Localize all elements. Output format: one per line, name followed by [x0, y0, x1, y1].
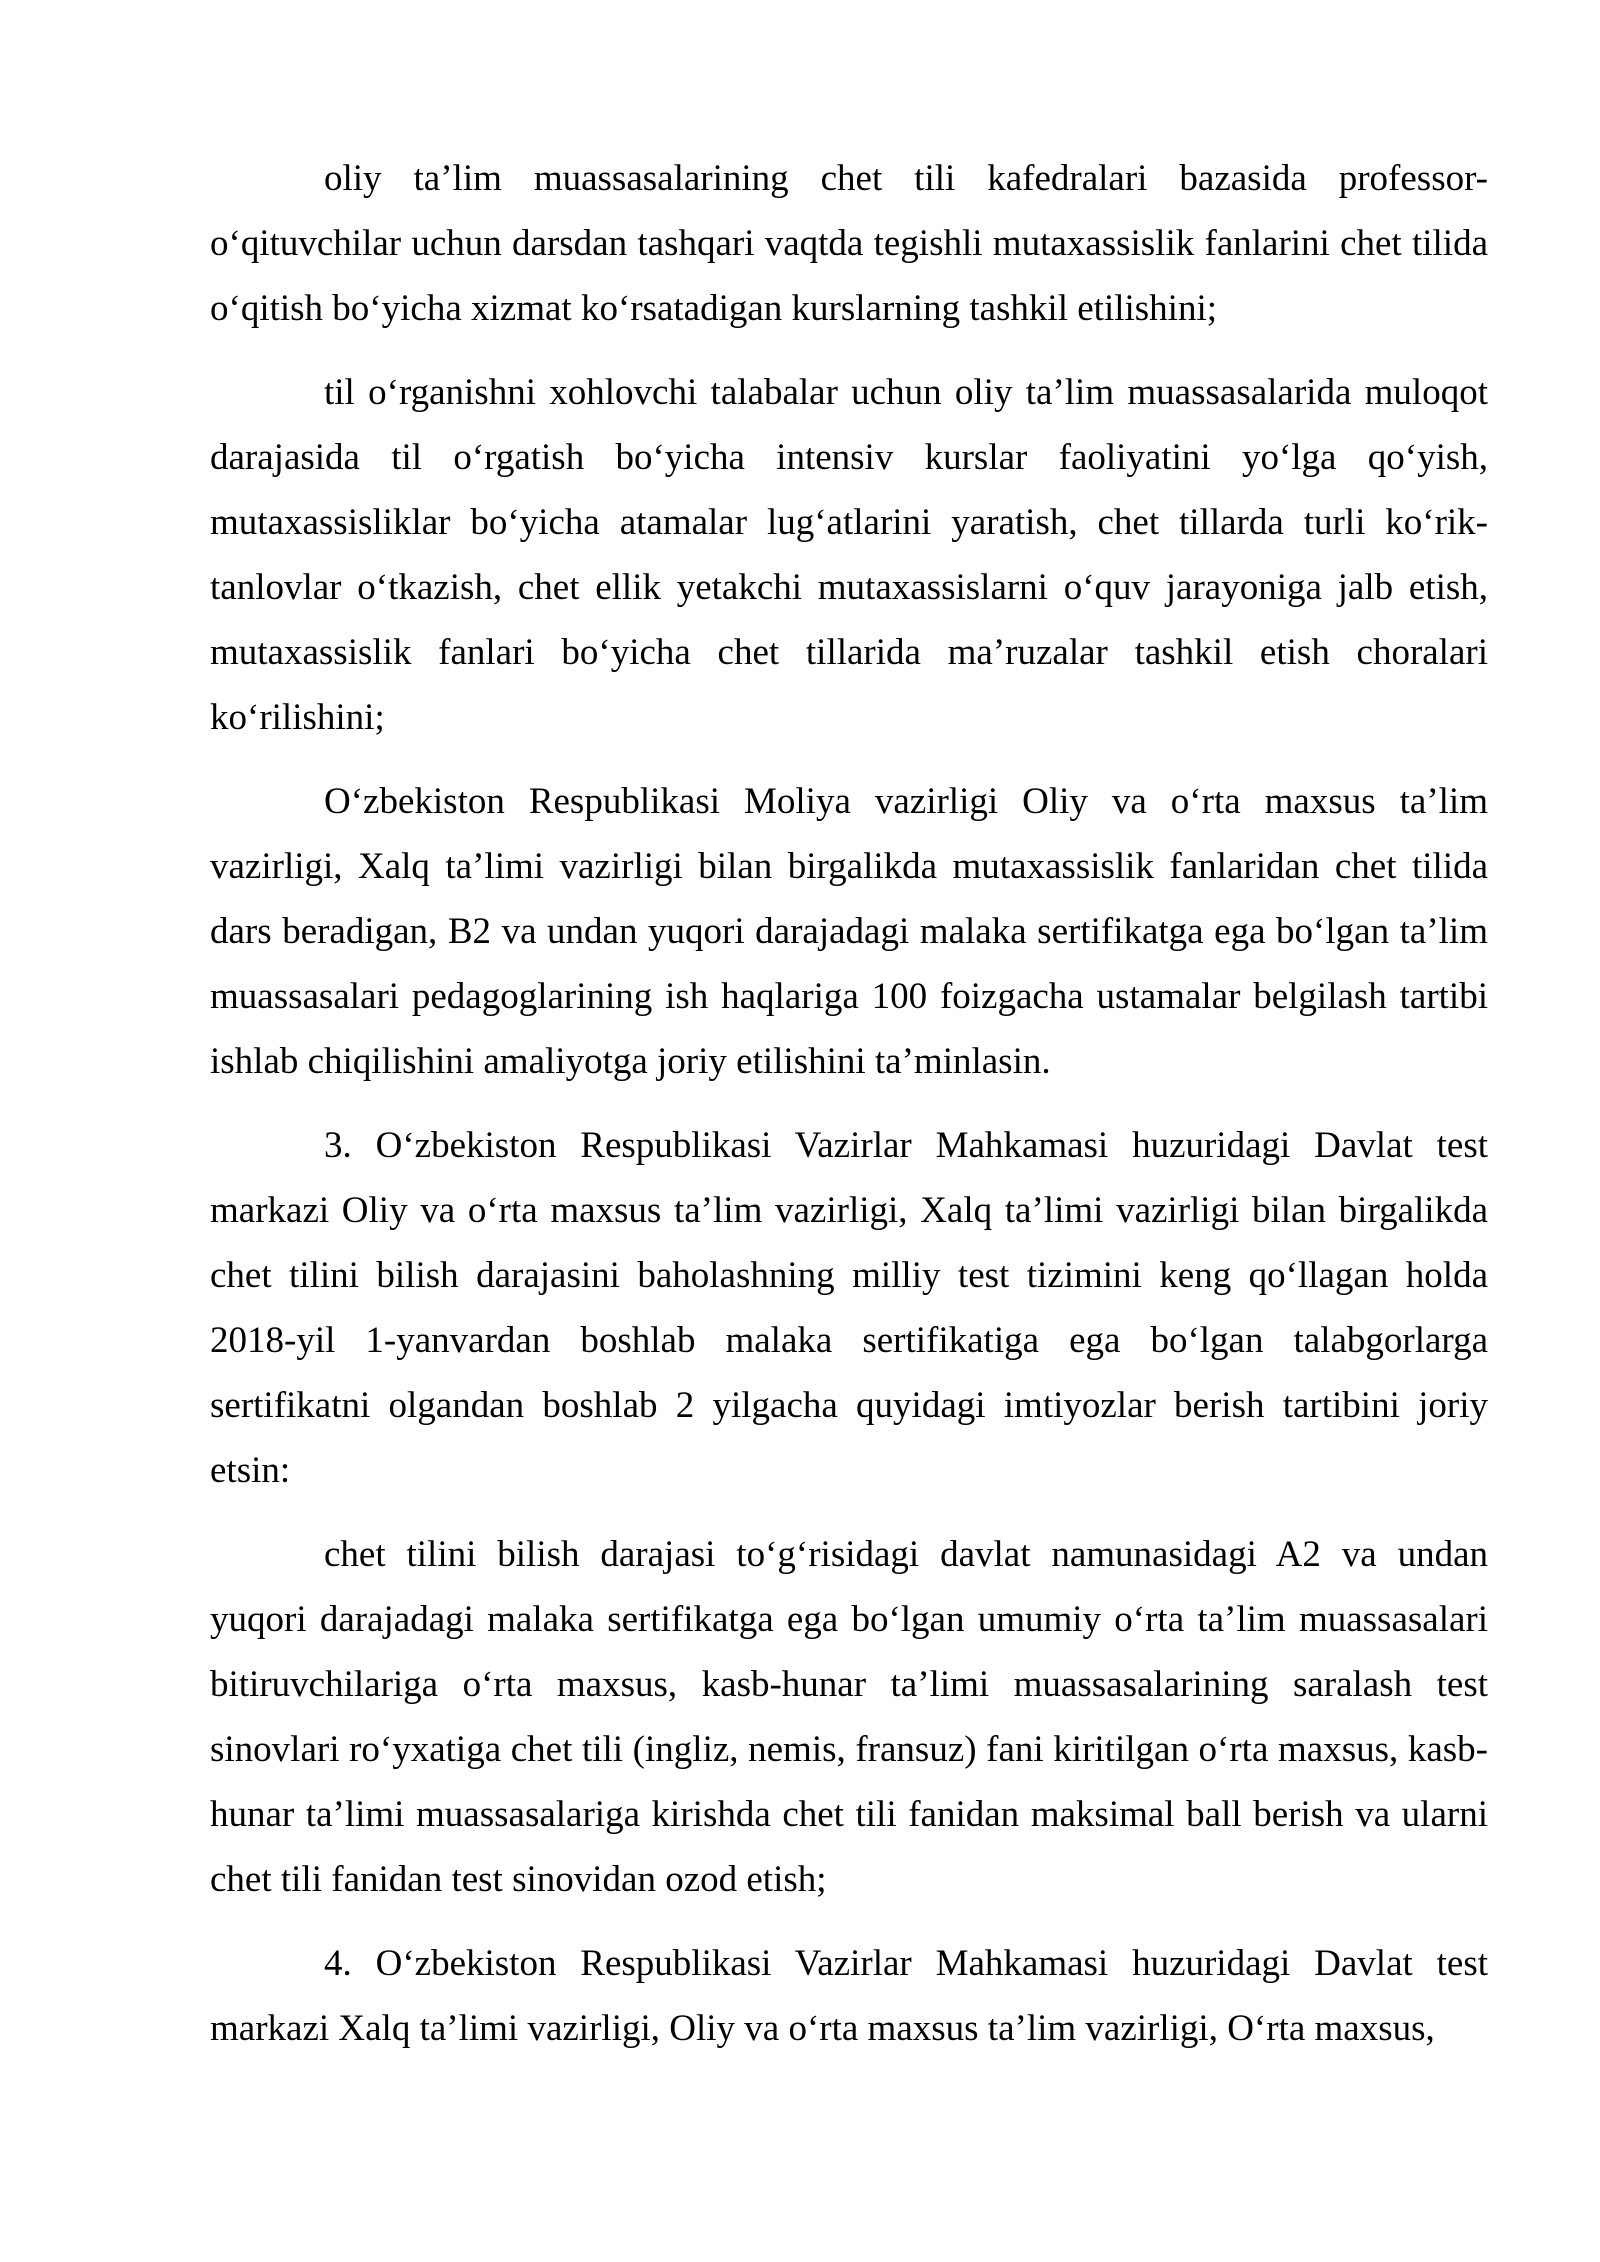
paragraph-1: oliy ta’lim muassasalarining chet tili kafedralari bazasida professor-o‘qituvchilar uchun darsdan tashqari vaqtda tegishli mutaxassislik fanlarini chet tilida o‘qitish bo‘yicha xizmat ko‘rsatadigan kurslarning tashkil etilishini;	[210, 158, 1488, 329]
paragraph-6: 4. O‘zbekiston Respublikasi Vazirlar Mahkamasi huzuridagi Davlat test markazi Xalq ta’limi vazirligi, Oliy va o‘rta maxsus ta’lim vazirligi, O‘rta maxsus,	[210, 1943, 1488, 2049]
paragraph-2: til o‘rganishni xohlovchi talabalar uchun oliy ta’lim muassasalarida muloqot darajasida til o‘rgatish bo‘yicha intensiv kurslar faoliyatini yo‘lga qo‘yish, mutaxassisliklar bo‘yicha atamalar lug‘atlarini yaratish, chet tillarda turli ko‘rik-tanlovlar o‘tkazish, chet ellik yetakchi mutaxassislarni o‘quv jarayoniga jalb etish, mutaxassislik fanlari bo‘yicha chet tillarida ma’ruzalar tashkil etish choralari ko‘rilishini;	[210, 372, 1488, 738]
paragraph-3: O‘zbekiston Respublikasi Moliya vazirligi Oliy va o‘rta maxsus ta’lim vazirligi, Xalq ta’limi vazirligi bilan birgalikda mutaxassislik fanlaridan chet tilida dars beradigan, B2 va undan yuqori darajadagi malaka sertifikatga ega bo‘lgan ta’lim muassasalari pedagoglarining ish haqlariga 100 foizgacha ustamalar belgilash tartibi ishlab chiqilishini amaliyotga joriy etilishini ta’minlasin.	[210, 781, 1488, 1082]
document-body	[210, 146, 1488, 2080]
paragraph-4: 3. O‘zbekiston Respublikasi Vazirlar Mahkamasi huzuridagi Davlat test markazi Oliy va o‘rta maxsus ta’lim vazirligi, Xalq ta’limi vazirligi bilan birgalikda chet tilini bilish darajasini baholashning milliy test tizimini keng qo‘llagan holda 2018-yil 1-yanvardan boshlab malaka sertifikatiga ega bo‘lgan talabgorlarga sertifikatni olgandan boshlab 2 yilgacha quyidagi imtiyozlar berish tartibini joriy etsin:	[210, 1125, 1488, 1491]
paragraph-5: chet tilini bilish darajasi to‘g‘risidagi davlat namunasidagi A2 va undan yuqori darajadagi malaka sertifikatga ega bo‘lgan umumiy o‘rta ta’lim muassasalari bitiruvchilariga o‘rta maxsus, kasb-hunar ta’limi muassasalarining saralash test sinovlari ro‘yxatiga chet tili (ingliz, nemis, fransuz) fani kiritilgan o‘rta maxsus, kasb-hunar ta’limi muassasalariga kirishda chet tili fanidan maksimal ball berish va ularni chet tili fanidan test sinovidan ozod etish;	[210, 1534, 1488, 1900]
